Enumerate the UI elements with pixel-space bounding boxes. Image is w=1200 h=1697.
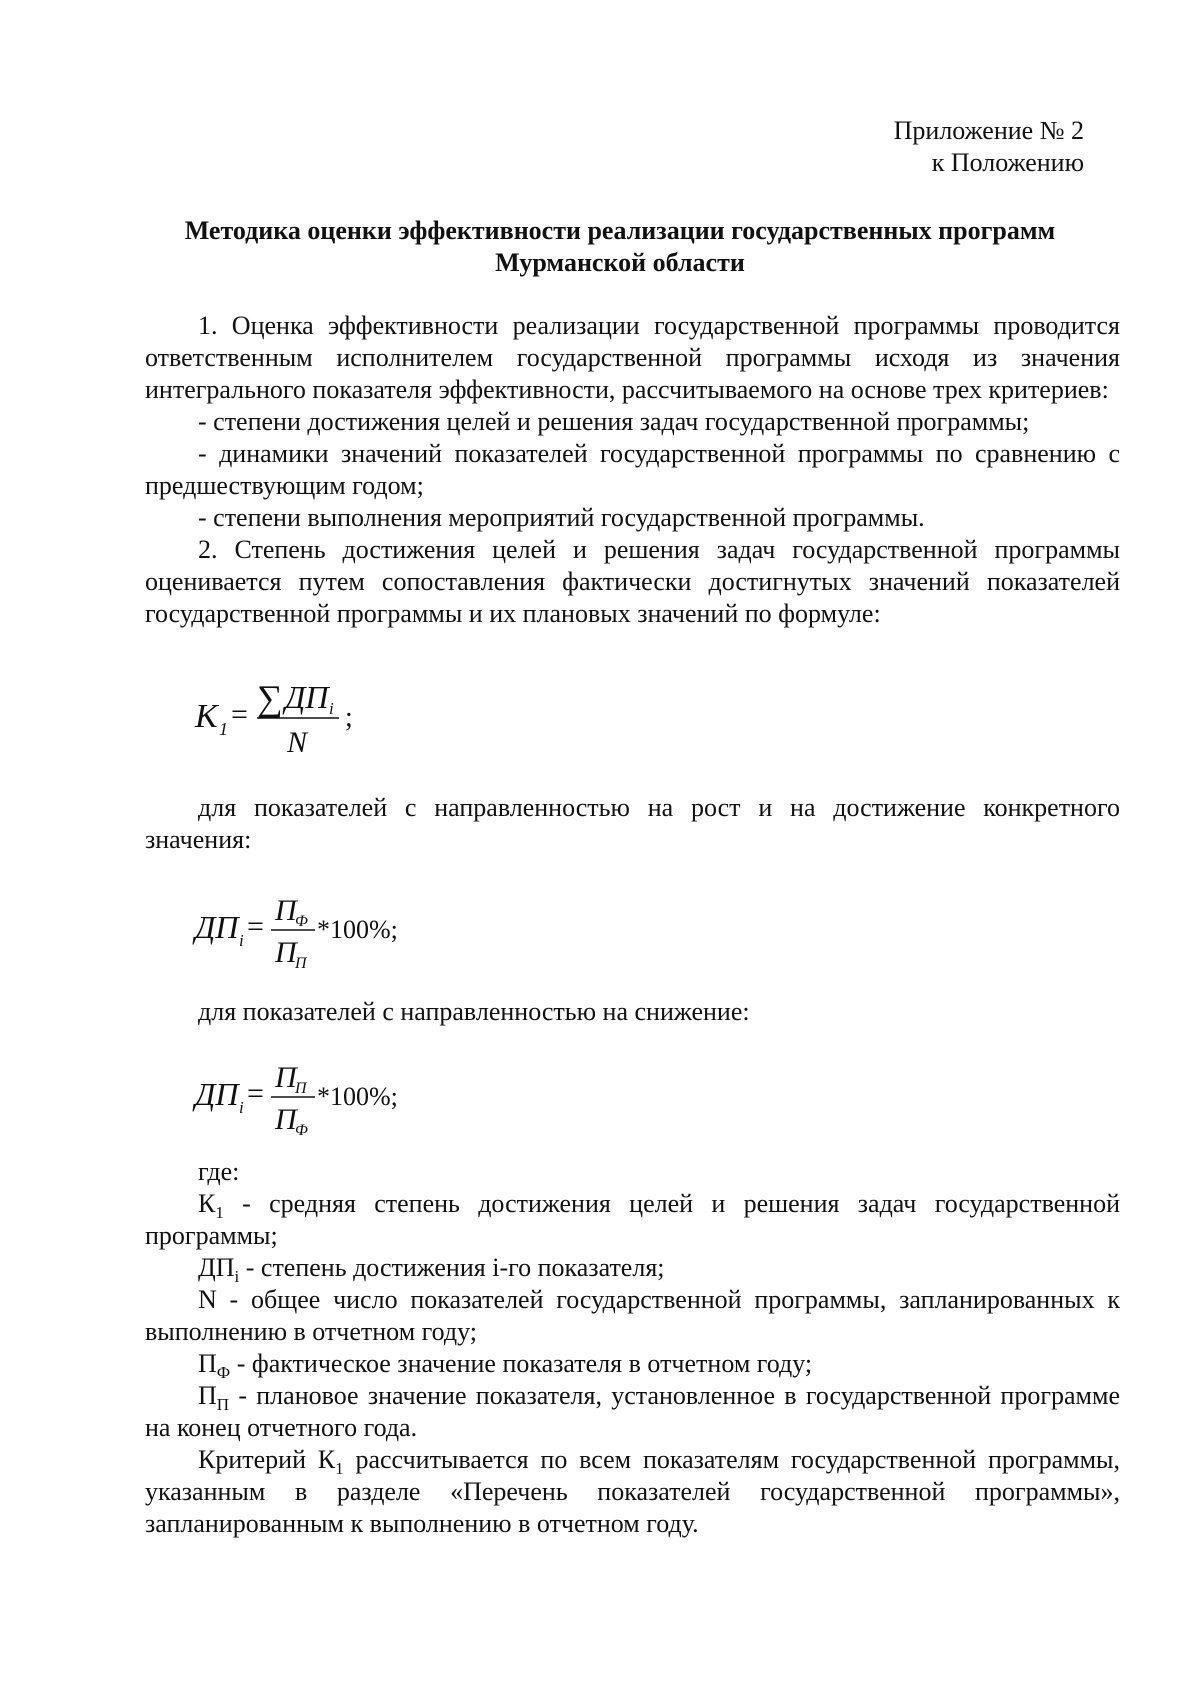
definition-pp-symbol: П [198, 1381, 217, 1410]
formula-decline-denominator: П [275, 1103, 297, 1136]
growth-indicators-text: для показателей с направленностью на рост и на достижение конкретного значения: [145, 793, 1120, 854]
formula-growth-block [145, 856, 1120, 996]
formula-decline [195, 1043, 455, 1153]
title-line-1: Методика оценки эффективности реализации государственных программ [184, 216, 1056, 245]
appendix-number: Приложение № 2 [893, 116, 1084, 145]
formula-decline-multiplier: *100%; [317, 1082, 398, 1111]
formula-k1-equals: = [231, 698, 248, 731]
definition-k1 [145, 1188, 1120, 1252]
criterion-bullet-3: - степени выполнения мероприятий государственной программы. [198, 503, 925, 532]
formula-growth-numerator: П [275, 894, 297, 927]
definition-dp-subscript: i [234, 1267, 240, 1287]
definition-n: N - общее число показателей государственной программы, запланированных к выполнению в отчетном году; [145, 1285, 1120, 1346]
formula-decline-numerator-sub: П [295, 1080, 307, 1097]
title-line-2: Мурманской области [495, 248, 745, 277]
formula-growth-denominator: П [275, 936, 297, 969]
formula-decline-numerator: П [275, 1061, 297, 1094]
appendix-header [894, 115, 1084, 179]
formula-k1-block [145, 630, 1120, 792]
formula-decline-lhs-sub: i [239, 1098, 244, 1117]
definition-pf [145, 1348, 1120, 1383]
where-label: где: [198, 1157, 240, 1186]
formula-k1-lhs-sub: 1 [219, 719, 228, 739]
formula-growth-lhs: ДП [195, 909, 239, 945]
formula-decline-denominator-sub: Ф [295, 1122, 308, 1139]
formula-k1-denominator: N [287, 726, 308, 759]
formula-growth-lhs-sub: i [239, 931, 244, 950]
formula-k1-semicolon: ; [345, 702, 353, 733]
criterion-k1-prefix: Критерий К [198, 1445, 336, 1474]
criterion-k1-paragraph [145, 1444, 1120, 1540]
definition-pf-subscript: Ф [216, 1363, 231, 1383]
formula-growth-equals: = [247, 910, 264, 943]
definition-k1-symbol: К [198, 1189, 216, 1218]
definition-pp-subscript: П [216, 1395, 230, 1415]
formula-growth-denominator-sub: П [295, 955, 307, 972]
formula-decline-block [145, 1028, 1120, 1156]
formula-decline-equals: = [247, 1077, 264, 1110]
criterion-bullet-2: - динамики значений показателей государственной программы по сравнению с предшествующим годом; [145, 439, 1120, 500]
formula-growth [195, 876, 455, 986]
definition-pf-symbol: П [198, 1349, 217, 1378]
document-title [140, 215, 1100, 279]
definition-pp [145, 1380, 1120, 1444]
criterion-k1-subscript: 1 [335, 1459, 344, 1479]
formula-growth-multiplier: *100%; [317, 915, 398, 944]
definition-k1-text: - средняя степень достижения целей и решения задач государственной программы; [145, 1189, 1120, 1250]
paragraph-1: 1. Оценка эффективности реализации государственной программы проводится ответственным исполнителем государственной программы исходя из значения интегрального показателя эффективности, рассчитываемого на основе трех критериев: [145, 311, 1120, 404]
definition-pf-text: - фактическое значение показателя в отчетном году; [230, 1349, 813, 1378]
criterion-k1-text: рассчитывается по всем показателям государственной программы, указанным в разделе «Перечень показателей государственной программы», запланированным к выполнению в отчетном году. [145, 1445, 1120, 1538]
document-body [145, 310, 1120, 1540]
definition-k1-subscript: 1 [215, 1203, 224, 1223]
formula-growth-numerator-sub: Ф [295, 913, 308, 930]
criterion-bullet-1: - степени достижения целей и решения задач государственной программы; [198, 407, 1030, 436]
appendix-reference: к Положению [931, 148, 1084, 177]
definition-dp [145, 1252, 1120, 1287]
formula-k1-numerator-sub: i [329, 699, 334, 718]
paragraph-2: 2. Степень достижения целей и решения задач государственной программы оценивается путем сопоставления фактически достигнутых значений показателей государственной программы и их плановых значений по формуле: [145, 535, 1120, 628]
decline-indicators-text: для показателей с направленностью на снижение: [198, 997, 750, 1026]
definition-dp-text: - степень достижения i-го показателя; [239, 1253, 665, 1282]
formula-decline-lhs: ДП [195, 1076, 239, 1112]
formula-k1-sum-sign: ∑ [257, 678, 283, 718]
formula-k1-lhs: K [195, 698, 218, 735]
definition-dp-symbol: ДП [198, 1253, 235, 1282]
definition-pp-text: - плановое значение показателя, установленное в государственной программе на конец отчетного года. [145, 1381, 1120, 1442]
formula-k1 [195, 660, 415, 780]
formula-k1-numerator: ДП [285, 679, 329, 715]
